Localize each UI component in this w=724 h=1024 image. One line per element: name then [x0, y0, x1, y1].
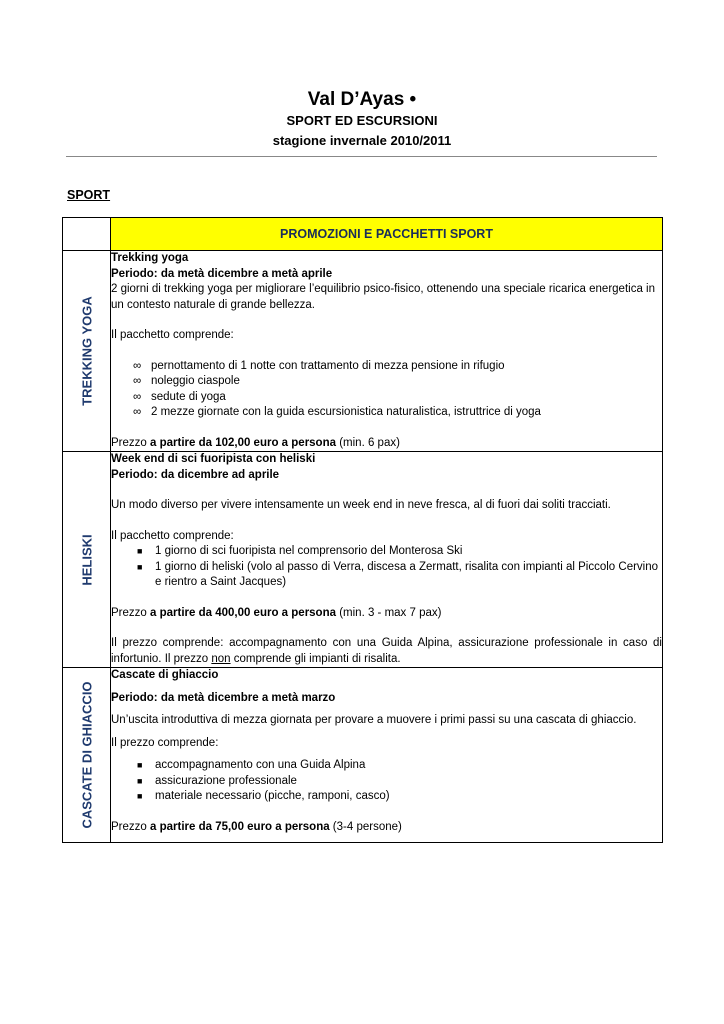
square-bullet-icon: ■	[137, 760, 143, 770]
row-content	[111, 251, 663, 452]
package-period: Periodo: da dicembre ad aprile	[111, 468, 280, 481]
table-row	[63, 452, 663, 668]
table-row	[63, 668, 663, 843]
includes-label: Il pacchetto comprende:	[111, 329, 234, 341]
list-item: ■ accompagnamento con una Guida Alpina	[111, 758, 662, 774]
list-item: ■ materiale necessario (picche, ramponi, casco)	[111, 789, 662, 805]
package-description: Un modo diverso per vivere intensamente un week end in neve fresca, al di fuori dai soliti tracciati.	[111, 499, 611, 511]
package-period: Periodo: da metà dicembre a metà marzo	[111, 691, 336, 704]
row-label-cell	[63, 452, 111, 668]
header-divider	[66, 156, 657, 157]
package-period: Periodo: da metà dicembre a metà aprile	[111, 267, 333, 280]
list-item: ■ 1 giorno di heliski (volo al passo di Verra, discesa a Zermatt, risalita con impianti al Piccolo Cervino e rientro a Saint Jacques)	[137, 560, 659, 588]
list-item: ∞ noleggio ciaspole	[111, 374, 662, 390]
list-item: ∞ sedute di yoga	[111, 390, 662, 406]
square-bullet-icon: ■	[137, 791, 143, 801]
document-subtitle: SPORT ED ESCURSIONI	[286, 113, 438, 128]
includes-list	[111, 544, 662, 591]
row-label-cell	[63, 251, 111, 452]
includes-list	[111, 758, 662, 805]
package-title: Trekking yoga	[111, 252, 189, 264]
season-label: stagione invernale 2010/2011	[272, 133, 452, 148]
square-bullet-icon: ■	[137, 561, 143, 572]
packages-table	[62, 217, 663, 843]
row-content	[111, 452, 663, 668]
list-item: ■ 1 giorno di sci fuoripista nel comprensorio del Monterosa Ski	[111, 544, 662, 560]
infinity-bullet-icon: ∞	[133, 375, 142, 387]
includes-label: Il prezzo comprende:	[111, 736, 219, 749]
document-title: Val D’Ayas •	[307, 89, 417, 110]
row-label-cascate-di-ghiaccio: CASCATE DI GHIACCIO	[79, 681, 94, 829]
package-description: Un’uscita introduttiva di mezza giornata per provare a muovere i primi passi su una cascata di ghiaccio.	[111, 714, 637, 726]
square-bullet-icon: ■	[137, 546, 143, 556]
package-price: Prezzo a partire da 400,00 euro a persona (min. 3 - max 7 pax)	[111, 606, 442, 619]
includes-list	[111, 359, 662, 421]
package-price: Prezzo a partire da 102,00 euro a persona (min. 6 pax)	[111, 436, 400, 449]
infinity-bullet-icon: ∞	[133, 390, 142, 403]
package-title: Cascate di ghiaccio	[111, 669, 219, 681]
includes-label: Il pacchetto comprende:	[111, 529, 234, 542]
row-label-trekking-yoga: TREKKING YOGA	[79, 296, 94, 406]
package-description: 2 giorni di trekking yoga per migliorare l’equilibrio psico-fisico, ottenendo una speciale ricarica energetica in un contesto naturale di grande bellezza.	[111, 283, 655, 311]
price-note: Il prezzo comprende: accompagnamento con una Guida Alpina, assicurazione professionale in caso di infortunio. Il prezzo non comprende gli impianti di risalita.	[111, 637, 662, 665]
infinity-bullet-icon: ∞	[133, 406, 142, 418]
section-heading: SPORT	[67, 188, 111, 202]
infinity-bullet-icon: ∞	[133, 359, 142, 372]
square-bullet-icon: ■	[137, 775, 143, 786]
list-item: ∞ 2 mezze giornate con la guida escursionistica naturalistica, istruttrice di yoga	[111, 405, 662, 421]
row-label-cell	[63, 668, 111, 843]
row-content	[111, 668, 663, 843]
table-row	[63, 251, 663, 452]
package-title: Week end di sci fuoripista con heliski	[111, 453, 316, 465]
table-header-row	[63, 218, 663, 251]
table-header: PROMOZIONI E PACCHETTI SPORT	[111, 218, 663, 251]
list-item: ■ assicurazione professionale	[111, 774, 662, 790]
header-corner-cell	[63, 218, 111, 251]
package-price: Prezzo a partire da 75,00 euro a persona (3-4 persone)	[111, 820, 402, 833]
list-item: ∞ pernottamento di 1 notte con trattamento di mezza pensione in rifugio	[111, 359, 662, 375]
row-label-heliski: HELISKI	[79, 533, 94, 586]
